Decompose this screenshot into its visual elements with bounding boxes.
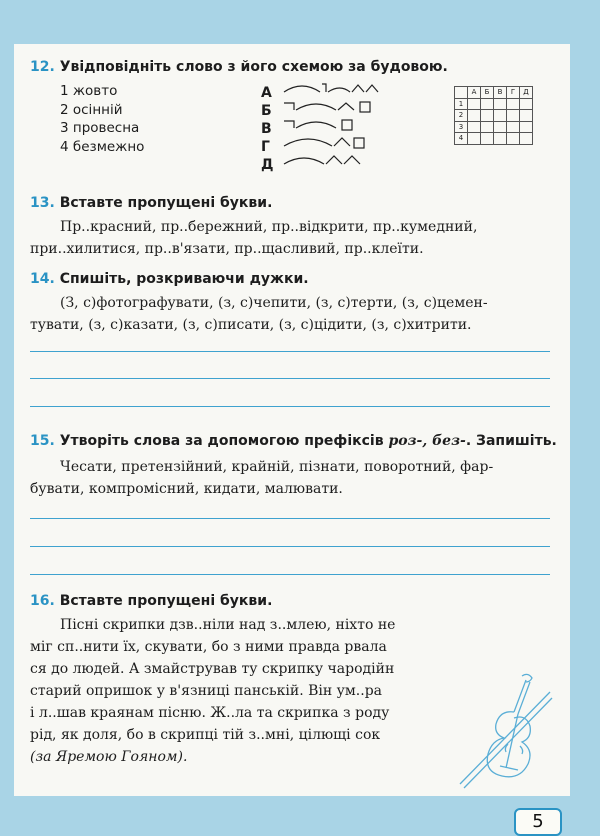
scheme-letters [261,84,273,174]
task-instruction: Вставте пропущені букви. [59,593,273,609]
grid-header-cell: В [494,87,507,99]
task-16-line: старий опришок у в'язниці панській. Він ум..ра [30,683,382,699]
task-instruction: Вставте пропущені букви. [59,195,273,211]
task-13-line: при..хилитися, пр..в'язати, пр..щасливий, пр..клеїти. [30,241,424,257]
grid-header-cell: А [468,87,481,99]
grid-row-label: 3 [455,121,468,133]
prefix-list: роз-, без- [388,433,466,449]
word-item: 1 жовто [60,83,118,99]
task-16-line: Пісні скрипки дзв..ніли над з..млею, ніхто не [60,617,396,633]
grid-cell[interactable] [507,110,520,122]
answer-line[interactable] [30,351,550,352]
task-number: 14. [30,271,55,287]
scheme-g [284,138,364,148]
grid-header-cell [455,87,468,99]
grid-header-cell: Г [507,87,520,99]
grid-cell[interactable] [494,133,507,145]
task-number: 12. [30,59,55,75]
grid-cell[interactable] [481,98,494,110]
grid-cell[interactable] [481,121,494,133]
task-16-heading [30,592,272,610]
grid-row-label: 2 [455,110,468,122]
page-number-badge: 5 [514,808,562,836]
scheme-v [284,120,352,130]
task-number: 15. [30,433,55,449]
grid-cell[interactable] [520,98,533,110]
grid-row-label: 4 [455,133,468,145]
grid-cell[interactable] [494,110,507,122]
task-13-heading [30,194,272,212]
task-16-line: ся до людей. А змайстрував ту скрипку чародійн [30,661,395,677]
task-15-line: бувати, компромісний, кидати, малювати. [30,481,343,497]
grid-cell[interactable] [507,121,520,133]
grid-cell[interactable] [468,98,481,110]
grid-header-cell: Д [520,87,533,99]
grid-cell[interactable] [481,133,494,145]
grid-cell[interactable] [468,121,481,133]
scheme-letter: Г [261,139,270,155]
grid-header-cell: Б [481,87,494,99]
task-number: 16. [30,593,55,609]
task-16-line: і л..шав краянам пісню. Ж..ла та скрипка з роду [30,705,390,721]
grid-cell[interactable] [520,133,533,145]
scheme-letter: В [261,121,272,137]
morpheme-schemes [282,80,392,174]
word-item: 4 безмежно [60,138,145,155]
answer-line[interactable] [30,546,550,547]
violin-illustration [456,672,556,792]
task-13-line: Пр..красний, пр..бережний, пр..відкрити, пр..кумедний, [60,219,478,235]
task-14-line: тувати, (з, с)казати, (з, с)писати, (з, с)цідити, (з, с)хитрити. [30,317,472,333]
grid-row-label: 1 [455,98,468,110]
task-number: 13. [30,195,55,211]
word-list [60,82,144,156]
task-instruction: Увідповідніть слово з його схемою за будовою. [59,59,448,75]
grid-cell[interactable] [507,98,520,110]
task-instruction-end: . Запишіть. [465,433,557,449]
scheme-letter: Д [261,157,274,173]
scheme-b [284,102,370,112]
task-instruction: Утворіть слова за допомогою префіксів [59,433,389,449]
grid-cell[interactable] [494,121,507,133]
workbook-page [14,44,570,832]
source-attribution: (за Яремою Гояном). [30,749,188,765]
scheme-letter: Б [261,103,272,119]
task-15-line: Чесати, претензійний, крайній, пізнати, поворотний, фар- [60,459,494,475]
grid-cell[interactable] [494,98,507,110]
word-item: 3 провесна [60,120,140,136]
task-16-line: міг сп..нити їх, скувати, бо з ними правда рвала [30,639,387,655]
task-instruction: Спишіть, розкриваючи дужки. [59,271,309,287]
scheme-a [284,84,378,92]
answer-line[interactable] [30,378,550,379]
answer-line[interactable] [30,574,550,575]
scheme-d [284,156,360,164]
grid-cell[interactable] [468,133,481,145]
grid-cell[interactable] [520,121,533,133]
grid-cell[interactable] [520,110,533,122]
word-item: 2 осінній [60,101,123,118]
answer-line[interactable] [30,406,550,407]
answer-line[interactable] [30,518,550,519]
scheme-letter: А [261,85,272,101]
task-15-heading [30,432,557,450]
grid-cell[interactable] [468,110,481,122]
task-16-line: рід, як доля, бо в скрипці тій з..мні, цілющі сок [30,727,381,743]
task-14-line: (З, с)фотографувати, (з, с)чепити, (з, с)терти, (з, с)цемен- [60,295,488,311]
grid-cell[interactable] [481,110,494,122]
grid-cell[interactable] [507,133,520,145]
task-12-heading [30,58,448,76]
task-14-heading [30,270,309,288]
answer-grid [454,86,533,145]
